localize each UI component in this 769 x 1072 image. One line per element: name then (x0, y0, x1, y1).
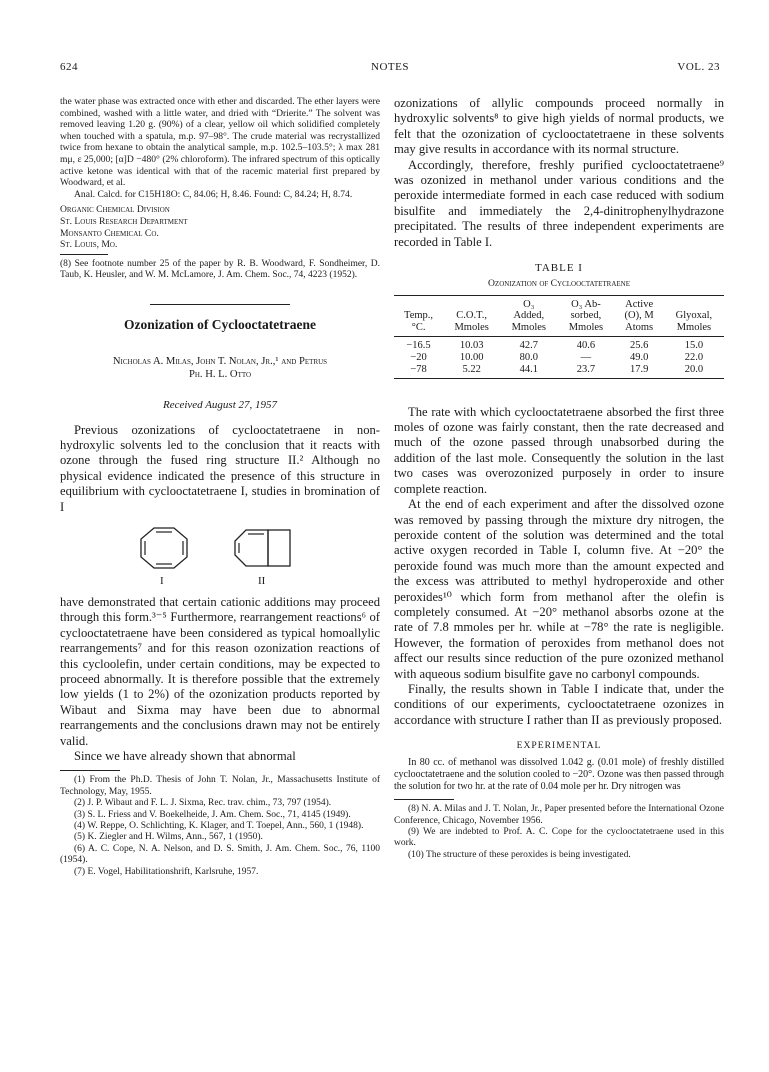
table-cell: 40.6 (557, 337, 614, 352)
table-cell: — (580, 352, 592, 364)
footnote: (9) We are indebted to Prof. A. C. Cope for the cyclooctatetraene used in this work. (394, 827, 724, 849)
volume-label: VOL. 23 (677, 61, 720, 73)
results-table (394, 295, 724, 379)
table-header-cell: °C. (394, 322, 443, 337)
body-paragraph: Accordingly, therefore, freshly purified cyclooctatetraene⁹ was ozonized in methanol under various conditions and the peroxide intermediate formed in each case reduced with sodium bisulfite and immediately the 2,4-dinitrophenylhydrazone precipitated. The results of three independent experiments are recorded in Table I. (394, 157, 724, 249)
table-cell: 10.00 (459, 352, 484, 364)
structure-i-label: I (160, 574, 164, 587)
table-header-cell: Temp., (404, 310, 434, 322)
table-header-cell (394, 296, 443, 311)
right-column (394, 96, 724, 861)
table-cell: 20.0 (664, 364, 724, 378)
table-header-cell: Glyoxal, (675, 310, 713, 322)
article-divider (150, 304, 290, 305)
table-header-cell: Atoms (614, 322, 663, 337)
body-paragraph: ozonizations of allylic compounds proceed normally in hydroxylic solvents⁸ to give high yields of normal products, we felt that the ozonization of cyclooctatetraene in these solvents may give results in accordance with its normal structure. (394, 96, 724, 157)
table-cell: 17.9 (614, 364, 663, 378)
author-line: Ph. H. L. Otto (188, 368, 252, 380)
table-header-cell: Mmoles (664, 322, 724, 337)
structure-ii-diagram (232, 525, 294, 571)
table-cell: 22.0 (684, 352, 704, 364)
section-title: NOTES (371, 61, 409, 73)
table-cell: −20 (410, 352, 427, 364)
table-row (394, 364, 724, 378)
structure-figure (60, 525, 380, 571)
table-header-cell: Mmoles (500, 322, 557, 337)
footnote: (4) W. Reppe, O. Schlichting, K. Klager, and T. Toepel, Ann., 560, 1 (1948). (74, 821, 364, 832)
table-label: TABLE I (535, 262, 583, 275)
author-line: Nicholas A. Milas, John T. Nolan, Jr.,¹ and Petrus (112, 355, 328, 367)
footnotes (60, 775, 380, 878)
table-title: Ozonization of Cyclooctatetraene (488, 278, 630, 290)
table-cell: 10.03 (443, 337, 500, 352)
table-cell: 5.22 (443, 364, 500, 378)
body-paragraph: Finally, the results shown in Table I indicate that, under the conditions of our experiments, cyclooctatetraene ozonizes in accordance with structure I rather than II as previously proposed. (394, 681, 724, 727)
experimental-heading: EXPERIMENTAL (516, 740, 602, 752)
table-header-cell: O₃ Ab- (557, 296, 614, 311)
table-header-cell: sorbed, (570, 310, 602, 322)
structure-ii-label: II (258, 574, 266, 587)
structure-labels (60, 575, 380, 589)
table-cell: −16.5 (394, 337, 443, 352)
table-row (394, 337, 724, 352)
table-header-cell: Mmoles (557, 322, 614, 337)
table-header-row (394, 310, 724, 321)
body-paragraph: have demonstrated that certain cationic additions may proceed through this form.³⁻⁵ Furthermore, rearrangement reactions⁶ of cyclooctatetraene have been considered as typical homoallylic rearrangements⁷ and for this reason ozonization reactions of this cycloolefin, under certain conditions, may be expected to proceed abnormally. It is therefore possible that the extremely low yields (1 to 2%) of the ozonization products reported by Wibaut and Sixma may have been due to abnormal rearrangements and the conclusions drawn may not be entirely valid. (60, 594, 380, 748)
table-cell: 80.0 (519, 352, 538, 364)
footnote: (10) The structure of these peroxides is being investigated. (408, 849, 631, 860)
affiliation-line: Organic Chemical Division (60, 204, 170, 216)
table-row (394, 352, 724, 364)
table-header-row (394, 296, 724, 311)
body-paragraph: At the end of each experiment and after the dissolved ozone was removed by passing through the mixture dry nitrogen, the peroxide content of the solution was determined and the total active oxygen recorded in Table I, column five. At −20° the peroxide found was much more than the amount expected and the excess was attributed to methyl hydroperoxide and other peroxides¹⁰ which form from methanol after the olefin is completely consumed. At −20° methanol absorbs ozone at the rate of 7.8 mmoles per hr. while at −78° the rate is negligible. However, the formation of peroxides from methanol does not affect our results since reduction of the pure ozonized methanol with aqueous sodium bisulfite gave no carbonyl compounds. (394, 497, 724, 681)
footnote-divider (394, 799, 454, 800)
previous-article-paragraph: the water phase was extracted once with ether and discarded. The ether layers were combined, washed with a little water, and dried with “Drierite.” The solvent was removed leaving 1.20 g. (90%) of a clear, yellow oil which solidified completely when touched with a spatula, m.p. 97–98°. The crude material was recrystallized twice from hexane to obtain the analytical sample, m.p. 102.5–103.5°; λ max 281 mμ, ε 25,000; [α]D −480° (2% chloroform). The infrared spectrum of this optically active ketone was identical with that of the racemic material first prepared by Woodward, et al. (60, 96, 380, 189)
footnote: (3) S. L. Friess and V. Boekelheide, J. Am. Chem. Soc., 71, 4145 (1949). (74, 809, 351, 820)
received-date: Received August 27, 1957 (162, 398, 278, 411)
table-header-cell: O₃ (500, 296, 557, 311)
body-paragraph: The rate with which cyclooctatetraene absorbed the first three moles of ozone was fairly constant, then the rate decreased and much of the ozone passed through unabsorbed during the addition of the last mole. Consequently the solution in the last two cases was overozonized purposely in order to insure complete reaction. (394, 404, 724, 496)
running-header (60, 61, 720, 77)
page-number: 624 (60, 61, 78, 73)
table-header-row (394, 322, 724, 337)
footnote: (2) J. P. Wibaut and F. L. J. Sixma, Rec. trav. chim., 73, 797 (1954). (74, 798, 332, 809)
article-title: Ozonization of Cyclooctatetraene (124, 316, 316, 332)
footnote-divider (60, 254, 108, 255)
table-header-cell: Active (614, 296, 663, 311)
table-header-cell (443, 296, 500, 311)
table-header-cell: C.O.T., (456, 310, 488, 322)
experimental-paragraph: In 80 cc. of methanol was dissolved 1.042 g. (0.01 mole) of freshly distilled cyclooctatetraene and the solution cooled to −20°. Ozone was then passed through the solution for two hr. at the rate of 0.04 mole per hr. Dry nitrogen was (394, 757, 724, 793)
table-cell: 44.1 (500, 364, 557, 378)
footnote: (6) A. C. Cope, N. A. Nelson, and D. S. Smith, J. Am. Chem. Soc., 76, 1100 (1954). (60, 843, 380, 866)
table-header-cell: Added, (513, 310, 545, 322)
footnote-divider (60, 770, 120, 771)
table-cell: 15.0 (664, 337, 724, 352)
footnote: (1) From the Ph.D. Thesis of John T. Nolan, Jr., Massachusetts Institute of Technology, May, 1955. (60, 775, 380, 797)
author-list (60, 355, 380, 381)
footnote: (7) E. Vogel, Habilitationshrift, Karlsruhe, 1957. (74, 866, 259, 877)
table-header-cell: (O), M (624, 310, 654, 322)
table-cell: 23.7 (557, 364, 614, 378)
table-cell: 25.6 (614, 337, 663, 352)
footnote: (5) K. Ziegler and H. Wilms, Ann., 567, 1 (1950). (74, 832, 263, 843)
footnotes (394, 804, 724, 861)
table-cell: −78 (394, 364, 443, 378)
table-header-cell (664, 296, 724, 311)
body-paragraph: Since we have already shown that abnormal (74, 749, 296, 764)
table-cell: 42.7 (500, 337, 557, 352)
table-cell: 49.0 (629, 352, 649, 364)
body-paragraph: Previous ozonizations of cyclooctatetraene in non-hydroxylic solvents led to the conclusion that it reacts with ozone through the fused ring structure II.² Although no physical evidence indicated the presence of this structure in equilibrium with cyclooctatetraene I, studies in bromination of I (60, 422, 380, 514)
analysis-line: Anal. Calcd. for C15H18O: C, 84.06; H, 8.46. Found: C, 84.24; H, 8.74. (74, 188, 353, 200)
footnote: (8) N. A. Milas and J. T. Nolan, Jr., Paper presented before the International Ozone Conference, Chicago, November 1956. (394, 804, 724, 826)
table-header-cell: Mmoles (443, 322, 500, 337)
affiliation-line: St. Louis Research Department (60, 215, 188, 227)
structure-i-diagram (138, 525, 190, 571)
affiliation-block (60, 204, 380, 250)
left-column (60, 96, 380, 878)
affiliation-line: Monsanto Chemical Co. (60, 227, 159, 239)
footnote: (8) See footnote number 25 of the paper by R. B. Woodward, F. Sondheimer, D. Taub, K. Heusler, and W. M. McLamore, J. Am. Chem. Soc., 74, 4223 (1952). (60, 258, 380, 281)
affiliation-line: St. Louis, Mo. (60, 239, 118, 251)
